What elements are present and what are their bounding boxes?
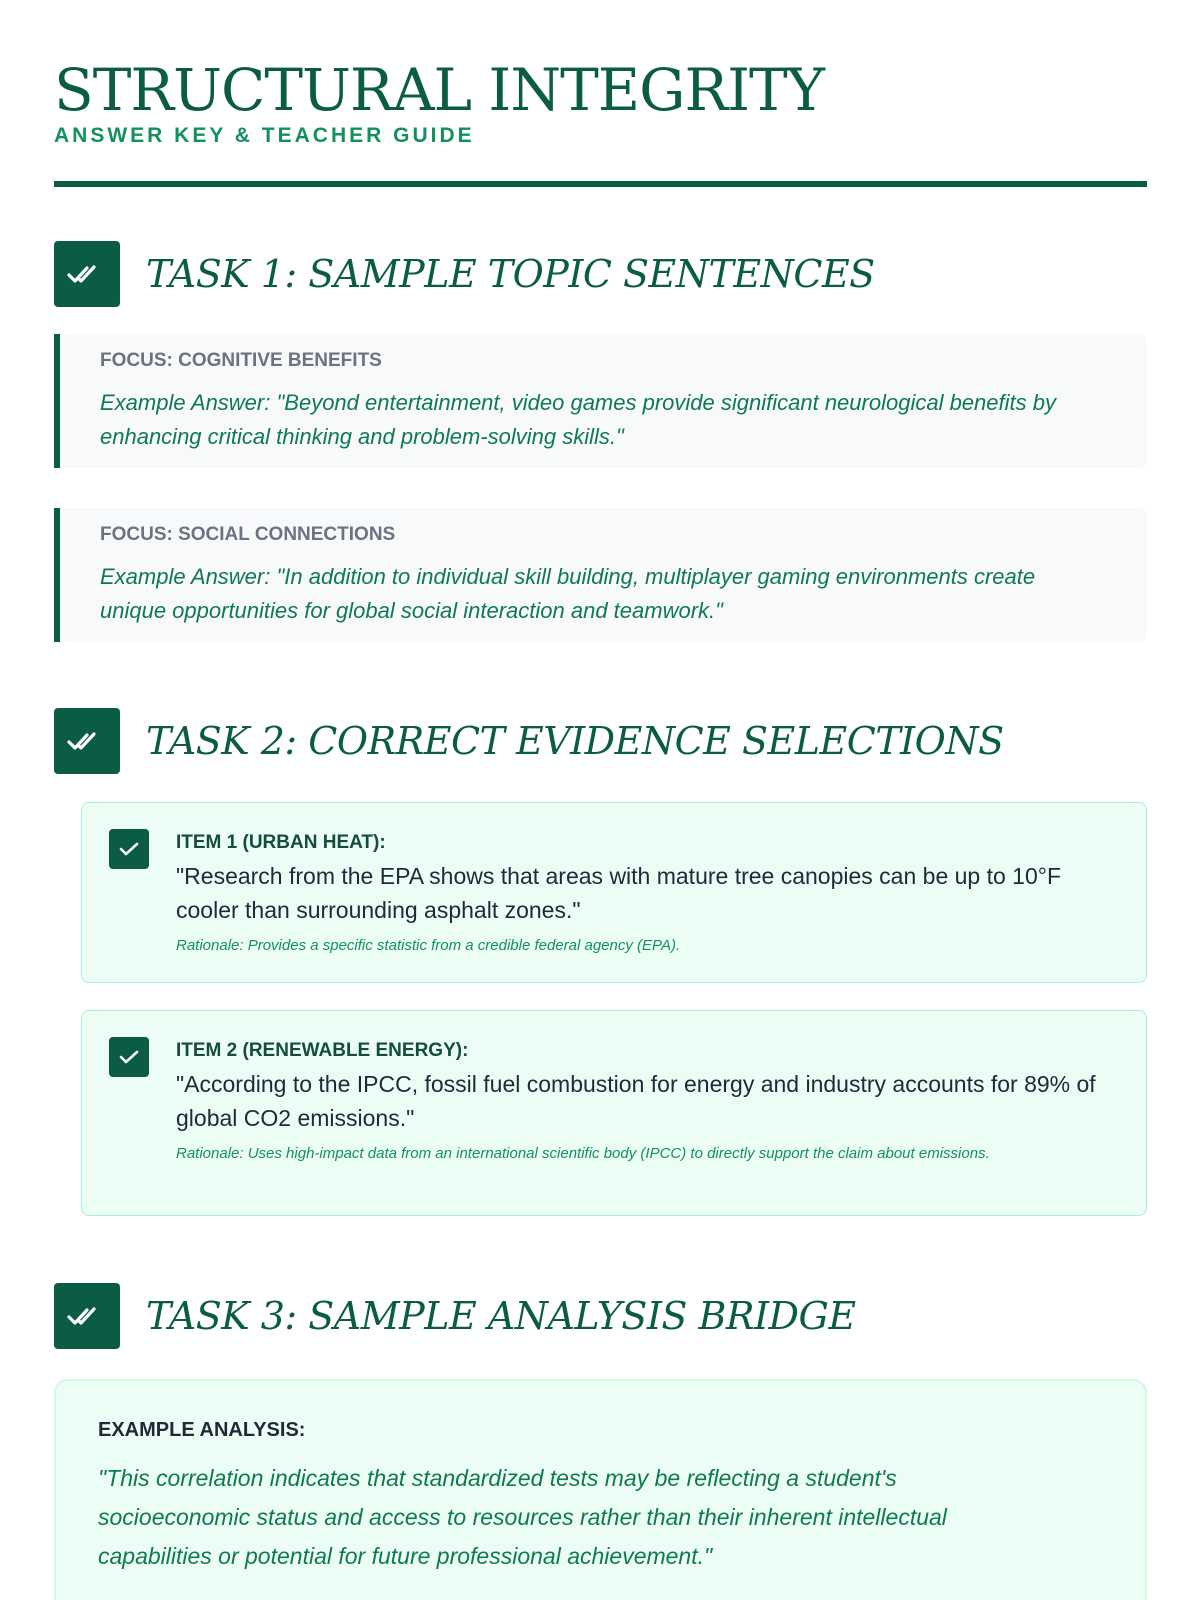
document-subtitle: ANSWER KEY & TEACHER GUIDE	[54, 124, 475, 147]
task2-heading	[54, 708, 1004, 774]
evidence-item-quote: "Research from the EPA shows that areas with mature tree canopies can be up to 10°F cooler than surrounding asphalt zones."	[176, 863, 1062, 923]
focus-card-social	[54, 508, 1147, 642]
focus-answer: Example Answer: "In addition to individual skill building, multiplayer gaming environments create unique opportunities for global social interaction and teamwork."	[100, 564, 1036, 623]
evidence-item-rationale: Rationale: Provides a specific statistic from a credible federal agency (EPA).	[176, 937, 681, 954]
task2-title: TASK 2: CORRECT EVIDENCE SELECTIONS	[146, 719, 1004, 763]
evidence-item-renewable-energy	[81, 1010, 1147, 1216]
analysis-card	[54, 1379, 1147, 1600]
focus-answer: Example Answer: "Beyond entertainment, video games provide significant neurological benefits by enhancing critical thinking and problem-solving skills."	[100, 390, 1056, 449]
evidence-item-quote: "According to the IPCC, fossil fuel combustion for energy and industry accounts for 89% of global CO2 emissions."	[176, 1071, 1096, 1131]
document-header	[54, 54, 1147, 148]
checkbox-checked-icon[interactable]	[109, 829, 149, 869]
document-title: STRUCTURAL INTEGRITY	[54, 56, 824, 124]
double-check-icon	[54, 708, 120, 774]
header-divider	[54, 181, 1147, 187]
focus-label: FOCUS: SOCIAL CONNECTIONS	[100, 524, 396, 545]
task1-title: TASK 1: SAMPLE TOPIC SENTENCES	[146, 252, 875, 296]
checkbox-checked-icon[interactable]	[109, 1037, 149, 1077]
task1-heading	[54, 241, 875, 307]
evidence-item-urban-heat	[81, 802, 1147, 983]
analysis-text: "This correlation indicates that standardized tests may be reflecting a student's socioeconomic status and access to resources rather than their inherent intellectual capabilities or potential for future professional achievement."	[98, 1465, 947, 1569]
evidence-item-label: ITEM 1 (URBAN HEAT):	[176, 832, 386, 853]
double-check-icon	[54, 1283, 120, 1349]
focus-card-cognitive	[54, 334, 1147, 468]
focus-label: FOCUS: COGNITIVE BENEFITS	[100, 350, 382, 371]
analysis-label: EXAMPLE ANALYSIS:	[98, 1419, 306, 1441]
evidence-item-rationale: Rationale: Uses high-impact data from an international scientific body (IPCC) to directly support the claim about emissions.	[176, 1145, 990, 1162]
evidence-item-label: ITEM 2 (RENEWABLE ENERGY):	[176, 1040, 469, 1061]
task3-title: TASK 3: SAMPLE ANALYSIS BRIDGE	[146, 1294, 856, 1338]
task3-heading	[54, 1283, 856, 1349]
double-check-icon	[54, 241, 120, 307]
